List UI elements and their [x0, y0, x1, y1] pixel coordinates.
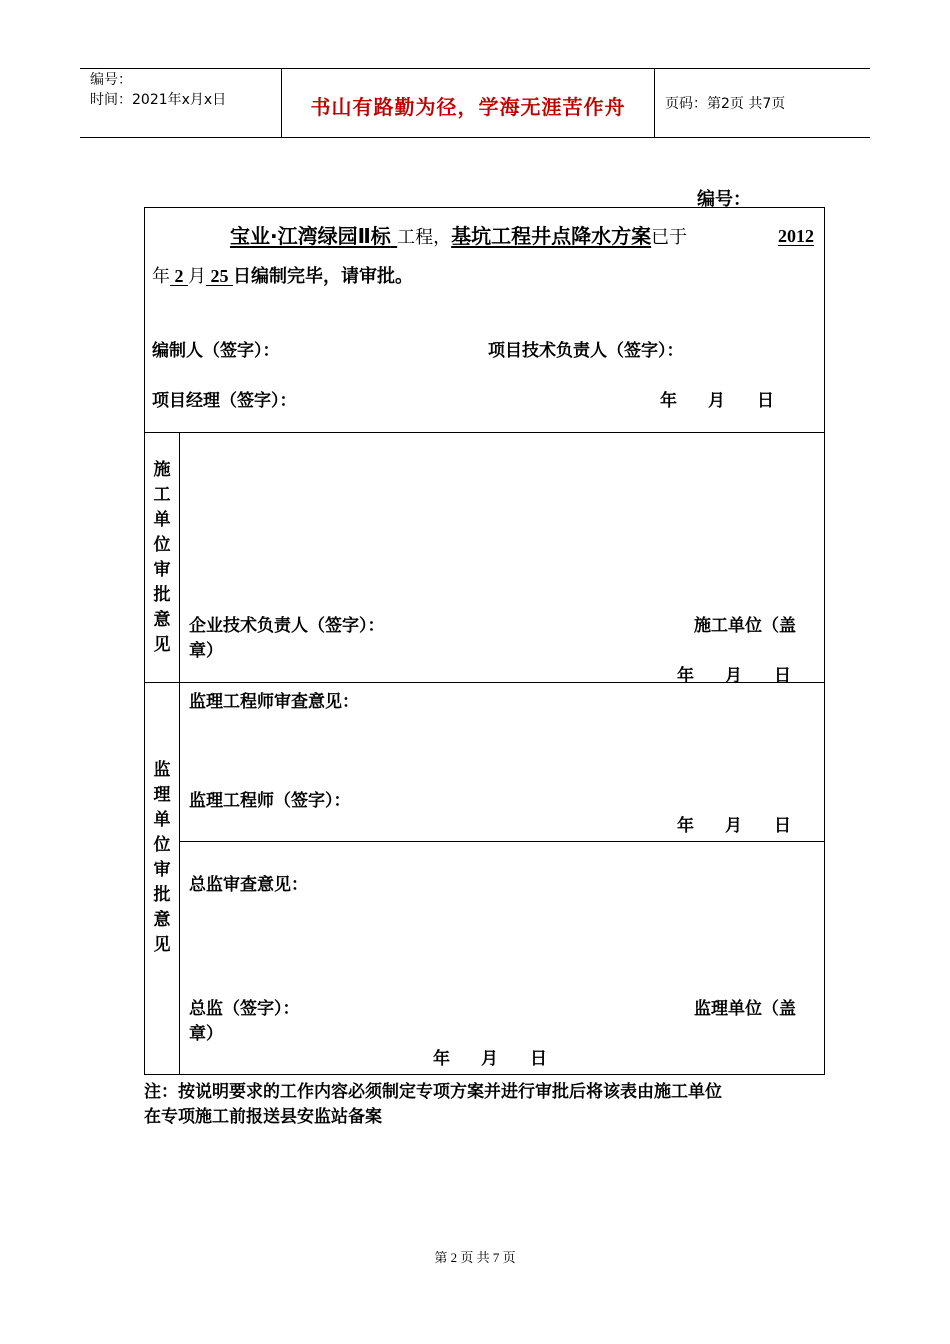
header-left-cell	[80, 69, 282, 137]
tech-lead-signature: 项目技术负责人（签字）：	[488, 341, 684, 361]
page-footer: 第 2 页 共 7 页	[434, 1250, 516, 1265]
engineer-date-month: 月	[725, 816, 742, 836]
chief-signature: 总监（签字）：	[189, 999, 300, 1019]
label-column-divider	[179, 432, 180, 1074]
text-already: 已于	[651, 227, 688, 248]
supervision-section-label: 监 理 单 位 审 批 意 见	[153, 760, 171, 955]
chief-opinion-label: 总监审查意见：	[189, 875, 308, 895]
month-char: 月	[188, 266, 206, 287]
chief-date-month: 月	[481, 1049, 498, 1069]
year-char: 年	[152, 266, 170, 287]
year-value: 2012	[778, 226, 814, 246]
page-header	[80, 68, 870, 138]
engineer-date-year: 年	[677, 816, 694, 836]
intro-line-2	[152, 262, 413, 288]
header-center-cell	[282, 69, 655, 137]
construction-unit-seal-end: 章）	[189, 641, 223, 661]
row-divider-1	[144, 432, 825, 433]
footer-page-total: 7	[492, 1250, 500, 1265]
sign-date-day: 日	[757, 391, 774, 411]
supervision-unit-seal-end: 章）	[189, 1024, 223, 1044]
manager-signature: 项目经理（签字）：	[152, 391, 297, 411]
header-motto: 书山有路勤为径，学海无涯苦作舟	[310, 95, 626, 119]
day-value: 25	[210, 266, 229, 286]
compiler-signature: 编制人（签字）：	[152, 341, 280, 361]
form-number-label: 编号：	[697, 189, 751, 210]
header-number-label: 编号：	[90, 72, 132, 88]
project-name: 宝业·江湾绿园Ⅱ标	[230, 224, 391, 248]
word-project: 工程，	[397, 227, 452, 248]
month-value: 2	[174, 266, 184, 286]
engineer-opinion-label: 监理工程师审查意见：	[189, 692, 359, 712]
construction-date-month: 月	[725, 666, 742, 686]
chief-date-day: 日	[530, 1049, 547, 1069]
construction-section-label: 施 工 单 位 审 批 意 见	[153, 460, 171, 655]
sign-date-month: 月	[708, 391, 725, 411]
construction-unit-seal: 施工单位（盖	[694, 616, 796, 636]
enterprise-tech-lead-signature: 企业技术负责人（签字）：	[189, 616, 385, 636]
chief-date-year: 年	[433, 1049, 450, 1069]
footer-page-current: 2	[450, 1250, 458, 1265]
intro-tail: 日编制完毕，请审批。	[233, 266, 413, 287]
plan-name: 基坑工程井点降水方案	[451, 224, 652, 248]
header-page-label: 页码：第2页 共7页	[665, 96, 786, 112]
supervision-unit-seal: 监理单位（盖	[694, 999, 796, 1019]
note-line-2: 在专项施工前报送县安监站备案	[144, 1107, 382, 1127]
header-right-cell	[655, 69, 870, 137]
row-divider-3	[179, 841, 825, 842]
construction-date-day: 日	[774, 666, 791, 686]
sign-date-year: 年	[660, 391, 677, 411]
engineer-signature: 监理工程师（签字）：	[189, 791, 351, 811]
row-divider-2	[144, 682, 825, 683]
construction-date-year: 年	[677, 666, 694, 686]
intro-line-1	[230, 222, 687, 252]
note-line-1: 注：按说明要求的工作内容必须制定专项方案并进行审批后将该表由施工单位	[144, 1082, 722, 1102]
header-time-label: 时间：2021年x月x日	[90, 92, 227, 108]
engineer-date-day: 日	[774, 816, 791, 836]
